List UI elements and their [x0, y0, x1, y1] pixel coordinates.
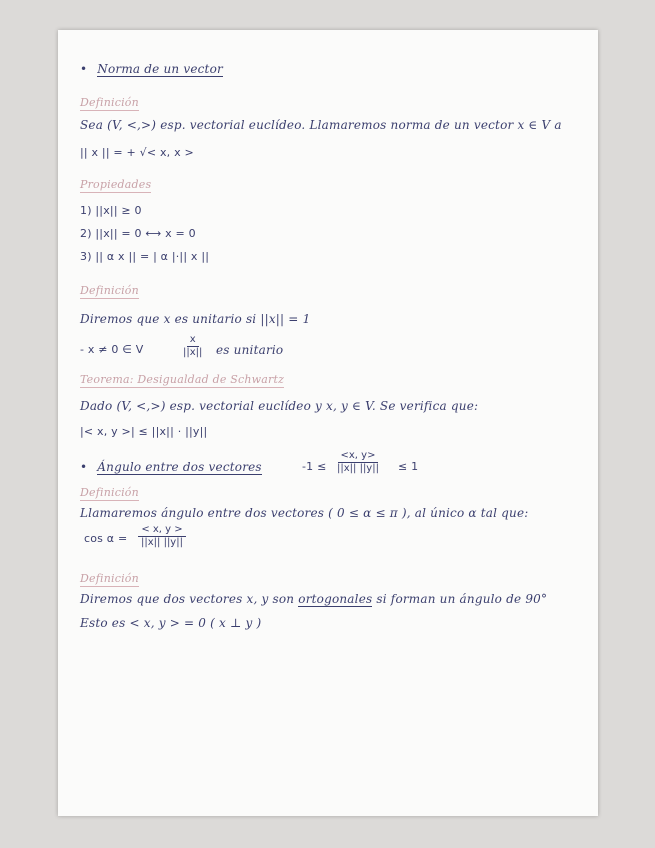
- definition-heading-2: Definición: [80, 284, 139, 297]
- unitario-statement-left: - x ≠ 0 ∈ V: [80, 343, 144, 356]
- definition-norma-text: Sea (V, <,>) esp. vectorial euclídeo. Llamaremos norma de un vector x ∈ V a: [80, 118, 562, 132]
- fraction-numerator: x: [187, 334, 199, 347]
- bullet: •: [80, 460, 88, 474]
- bullet: •: [80, 62, 88, 76]
- fraction-denominator: ||x|| ||y||: [141, 537, 183, 548]
- fraction-denominator: ||x||: [183, 347, 203, 358]
- notebook-page: [58, 30, 598, 816]
- ortogonal-text-b: si forman un ángulo de 90°: [376, 592, 548, 606]
- definition-heading-3: Definición: [80, 486, 139, 499]
- section-norma: [80, 62, 223, 76]
- angle-ineq-left: -1 ≤: [302, 460, 327, 473]
- schwartz-inequality: |< x, y >| ≤ ||x|| · ||y||: [80, 425, 208, 438]
- property-1: 1) ||x|| ≥ 0: [80, 204, 142, 217]
- fraction-numerator: < x, y >: [138, 524, 185, 537]
- unitario-fraction: [180, 334, 205, 359]
- ortogonal-condition: Esto es < x, y > = 0 ( x ⊥ y ): [80, 616, 262, 630]
- angle-fraction: [334, 450, 382, 475]
- unitario-statement-right: es unitario: [216, 343, 284, 357]
- definition-heading-1: Definición: [80, 96, 139, 109]
- definition-ortogonal-text: [80, 592, 547, 606]
- cos-formula-left: cos α =: [84, 532, 128, 545]
- ortogonales-term: ortogonales: [298, 592, 373, 606]
- definition-angulo-text: Llamaremos ángulo entre dos vectores ( 0 ≤ α ≤ π ), al único α tal que:: [80, 506, 529, 520]
- cos-fraction: [138, 524, 186, 549]
- norma-formula: || x || = + √< x, x >: [80, 146, 194, 159]
- ortogonal-text-a: Diremos que dos vectores x, y son: [80, 592, 295, 606]
- section-title-norma: Norma de un vector: [97, 62, 223, 76]
- properties-heading: Propiedades: [80, 178, 152, 191]
- theorem-heading: Teorema: Desigualdad de Schwartz: [80, 373, 285, 386]
- theorem-text: Dado (V, <,>) esp. vectorial euclídeo y x, y ∈ V. Se verifica que:: [80, 399, 479, 413]
- definition-heading-4: Definición: [80, 572, 139, 585]
- fraction-numerator: <x, y>: [338, 450, 379, 463]
- section-title-angulo: Ángulo entre dos vectores: [97, 460, 262, 474]
- property-2: 2) ||x|| = 0 ⟷ x = 0: [80, 227, 196, 240]
- property-3: 3) || α x || = | α |·|| x ||: [80, 250, 210, 263]
- definition-unitario-text: Diremos que x es unitario si ||x|| = 1: [80, 312, 311, 326]
- angle-ineq-right: ≤ 1: [398, 460, 419, 473]
- section-angulo: [80, 460, 262, 474]
- fraction-denominator: ||x|| ||y||: [337, 463, 379, 474]
